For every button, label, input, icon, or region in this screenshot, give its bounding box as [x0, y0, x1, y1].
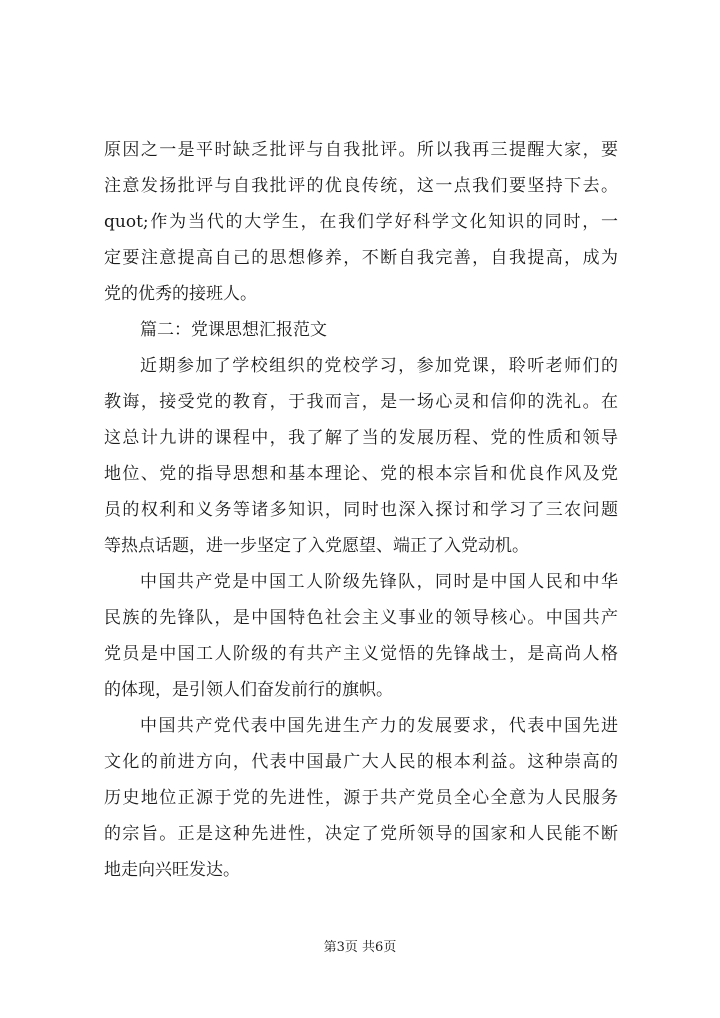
text-line: 地走向兴旺发达。: [104, 860, 240, 880]
section-heading: 篇二：党课思想汇报范文: [140, 320, 327, 340]
text-line: 注意发扬批评与自我批评的优良传统，这一点我们要坚持下去。: [104, 176, 618, 196]
text-line: 地位、党的指导思想和基本理论、党的根本宗旨和优良作风及党: [104, 464, 618, 484]
document-body: [104, 132, 618, 888]
text-line: 员的权利和义务等诸多知识，同时也深入探讨和学习了三农问题: [104, 500, 618, 520]
text-line: 中国共产党代表中国先进生产力的发展要求，代表中国先进: [140, 716, 618, 736]
text-line: 党员是中国工人阶级的有共产主义觉悟的先锋战士，是高尚人格: [104, 644, 618, 664]
text-line: 文化的前进方向，代表中国最广大人民的根本利益。这种崇高的: [104, 752, 618, 772]
text-line: quot;作为当代的大学生，在我们学好科学文化知识的同时，一: [104, 212, 618, 232]
text-line: 的体现，是引领人们奋发前行的旗帜。: [104, 680, 393, 700]
text-line: 等热点话题，进一步坚定了入党愿望、端正了入党动机。: [104, 536, 529, 556]
text-line: 民族的先锋队，是中国特色社会主义事业的领导核心。中国共产: [104, 608, 618, 628]
text-line: 的宗旨。正是这种先进性，决定了党所领导的国家和人民能不断: [104, 824, 618, 844]
text-line: 教诲，接受党的教育，于我而言，是一场心灵和信仰的洗礼。在: [104, 392, 618, 412]
text-line: 历史地位正源于党的先进性，源于共产党员全心全意为人民服务: [104, 788, 618, 808]
text-line: 中国共产党是中国工人阶级先锋队，同时是中国人民和中华: [140, 572, 618, 592]
text-line: 近期参加了学校组织的党校学习，参加党课，聆听老师们的: [140, 356, 618, 376]
text-line: 原因之一是平时缺乏批评与自我批评。所以我再三提醒大家，要: [104, 140, 618, 160]
text-line: 定要注意提高自己的思想修养，不断自我完善，自我提高，成为: [104, 248, 618, 268]
page-number-footer: 第3页 共6页: [323, 940, 397, 955]
text-line: 这总计九讲的课程中，我了解了当的发展历程、党的性质和领导: [104, 428, 618, 448]
text-line: 党的优秀的接班人。: [104, 284, 257, 304]
